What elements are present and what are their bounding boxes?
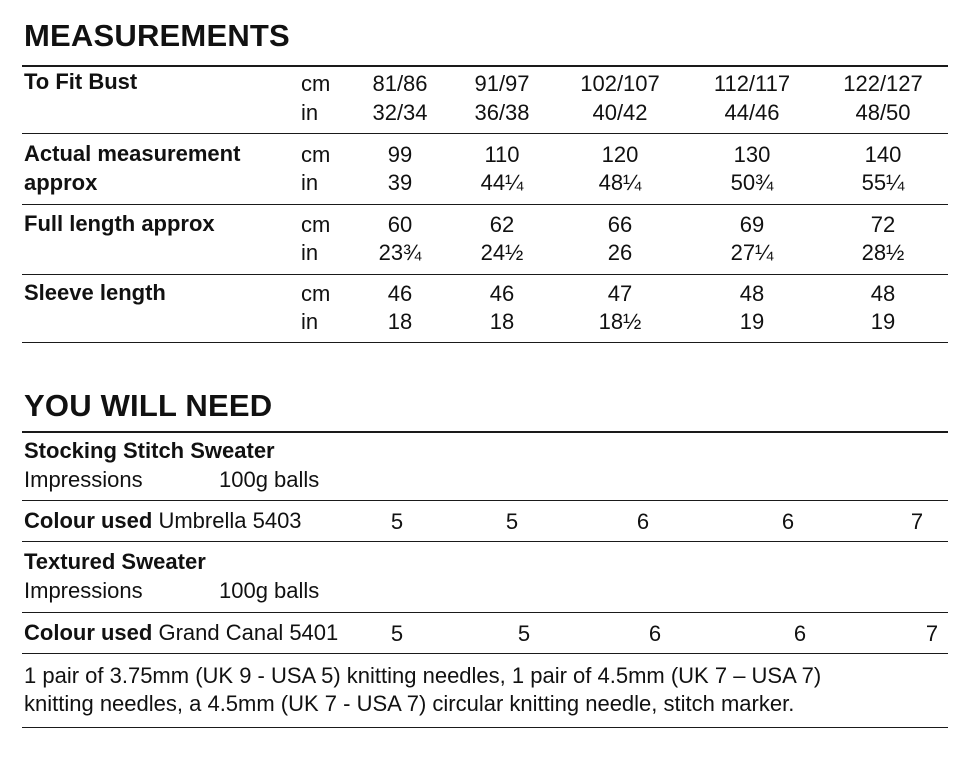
value-cell: 120 [601,142,639,167]
value-cell: 19 [739,309,765,334]
value-cell: 66 [607,212,633,237]
divider [22,612,948,613]
value-cell: 48 [739,281,765,306]
row-label: Full length approx [24,211,215,236]
unit-cm: cm [301,142,331,167]
value-cell: 36/38 [474,100,530,125]
value-cell: 24½ [480,240,524,265]
value-cell: 140 [864,142,902,167]
row-label: approx [24,170,98,195]
value-cell: 23¾ [378,240,422,265]
ball-count: 6 [793,621,807,646]
value-cell: 69 [739,212,765,237]
value-cell: 47 [607,281,633,306]
divider [22,342,948,343]
value-cell: 46 [489,281,515,306]
row-label: Actual measurement [24,141,241,166]
value-cell: 27¼ [730,240,774,265]
value-cell: 102/107 [580,71,660,96]
ball-count: 5 [390,621,404,646]
value-cell: 55¼ [861,170,905,195]
colour-used [24,510,302,532]
ball-count: 6 [781,509,795,534]
yarn-name: Impressions [24,578,143,603]
value-cell: 32/34 [372,100,428,125]
unit-in: in [301,170,319,195]
divider [22,65,948,67]
ball-weight: 100g balls [219,578,320,603]
value-cell: 46 [387,281,413,306]
unit-cm: cm [301,212,331,237]
value-cell: 44¼ [480,170,524,195]
ball-count: 5 [517,621,531,646]
value-cell: 39 [387,170,413,195]
value-cell: 48¼ [598,170,642,195]
value-cell: 18½ [598,309,642,334]
value-cell: 122/127 [843,71,923,96]
value-cell: 81/86 [372,71,428,96]
row-label: Sleeve length [24,280,166,305]
yarn-name: Impressions [24,467,143,492]
ball-count: 5 [390,509,404,534]
note-line: knitting needles, a 4.5mm (UK 7 - USA 7) circular knitting needle, stitch marker. [24,691,795,716]
value-cell: 18 [387,309,413,334]
divider [22,133,948,134]
measurements-heading: MEASUREMENTS [24,18,290,53]
unit-in: in [301,100,319,125]
value-cell: 110 [484,142,520,167]
colour-name: Grand Canal 5401 [158,620,339,645]
section-heading: Stocking Stitch Sweater [24,438,275,463]
value-cell: 99 [387,142,413,167]
value-cell: 19 [870,309,896,334]
ball-count: 6 [636,509,650,534]
value-cell: 18 [489,309,515,334]
ball-count: 6 [648,621,662,646]
value-cell: 60 [387,212,413,237]
ball-weight: 100g balls [219,467,320,492]
value-cell: 50¾ [730,170,774,195]
value-cell: 40/42 [592,100,648,125]
divider [22,431,948,433]
colour-used-label: Colour used [24,620,153,645]
colour-name: Umbrella 5403 [158,508,302,533]
divider [22,653,948,654]
colour-used-label: Colour used [24,508,153,533]
value-cell: 28½ [861,240,905,265]
value-cell: 112/117 [713,71,791,96]
row-label: To Fit Bust [24,69,138,94]
ball-count: 7 [925,621,939,646]
colour-used [24,622,338,644]
section-heading: Textured Sweater [24,549,206,574]
divider [22,274,948,275]
unit-cm: cm [301,281,331,306]
unit-in: in [301,240,319,265]
ball-count: 7 [910,509,924,534]
unit-cm: cm [301,71,331,96]
divider [22,541,948,542]
unit-in: in [301,309,319,334]
value-cell: 48/50 [855,100,911,125]
value-cell: 130 [733,142,771,167]
divider [22,500,948,501]
value-cell: 26 [607,240,633,265]
note-line: 1 pair of 3.75mm (UK 9 - USA 5) knitting needles, 1 pair of 4.5mm (UK 7 – USA 7) [24,663,822,688]
value-cell: 44/46 [724,100,780,125]
value-cell: 91/97 [474,71,530,96]
ball-count: 5 [505,509,519,534]
value-cell: 62 [489,212,515,237]
you-will-need-heading: YOU WILL NEED [24,388,273,423]
divider [22,727,948,728]
value-cell: 72 [870,212,896,237]
divider [22,204,948,205]
value-cell: 48 [870,281,896,306]
